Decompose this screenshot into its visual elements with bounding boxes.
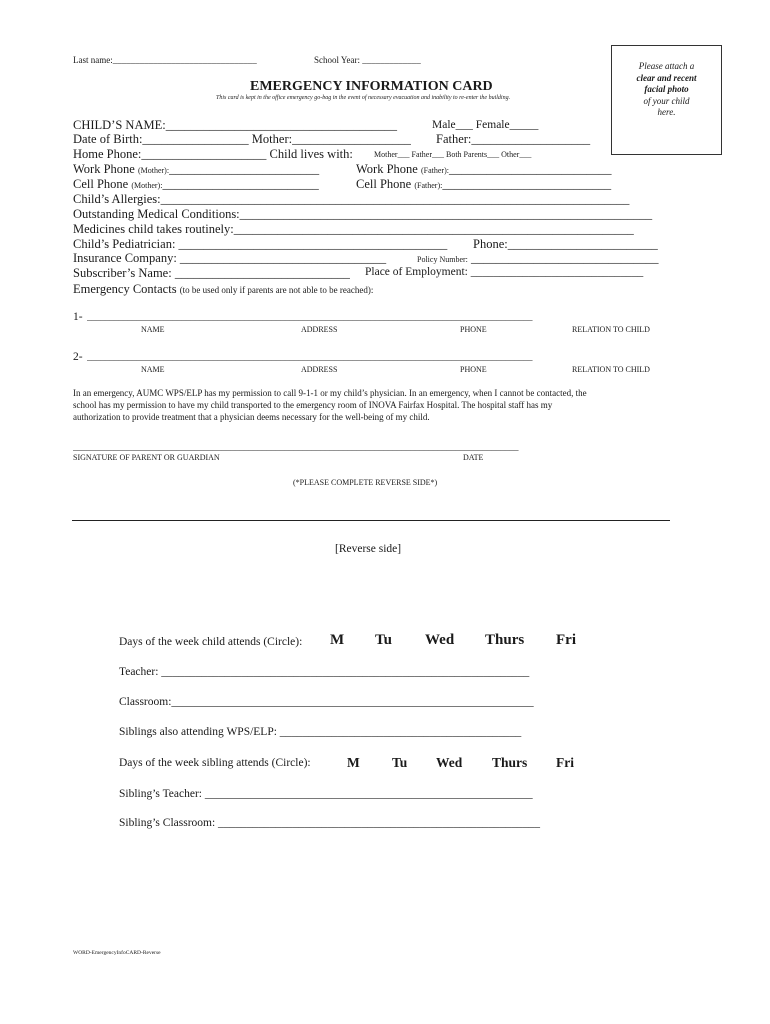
work-phone-father-field[interactable] <box>356 162 611 177</box>
permission-line2: school has my permission to have my child transported to the emergency room of INOVA Fairfax Hospital. The hospital staff has my <box>73 400 553 410</box>
photo-instruction-line3: facial photo <box>644 84 689 94</box>
day-option-wed[interactable]: Wed <box>425 632 455 648</box>
day-option-thurs[interactable]: Thurs <box>485 632 525 648</box>
siblings-field[interactable]: Siblings also attending WPS/ELP: __________________________________________ <box>119 726 522 738</box>
medicines-field[interactable]: Medicines child takes routinely:________________________________________________________________ <box>73 222 634 236</box>
sibling-days-label: Days of the week sibling attends (Circle): <box>119 757 311 769</box>
contact-2-line[interactable]: ___________________________________________________________________________________________________ <box>87 352 533 362</box>
work-phone-father-line[interactable]: __________________________ <box>448 162 612 176</box>
signature-label: SIGNATURE OF PARENT OR GUARDIAN <box>73 453 220 462</box>
work-phone-mother-field[interactable] <box>73 162 319 177</box>
pediatrician-field[interactable]: Child’s Pediatrician: ___________________________________________ <box>73 237 448 251</box>
lives-with-options[interactable]: Mother___ Father___ Both Parents___ Other___ <box>374 150 532 159</box>
contact-1-name-label: NAME <box>141 325 165 334</box>
contact-2-number: 2- <box>73 351 83 363</box>
cell-mother-line[interactable]: _________________________ <box>162 177 319 191</box>
cell-phone-label: Cell Phone <box>73 177 129 191</box>
father-field[interactable]: Father:___________________ <box>436 132 591 146</box>
emergency-contacts-label: Emergency Contacts <box>73 282 177 296</box>
contact-2-relation-label: RELATION TO CHILD <box>572 365 650 374</box>
emergency-contacts-note: (to be used only if parents are not able to be reached): <box>179 285 374 295</box>
contact-1-line[interactable]: ___________________________________________________________________________________________________ <box>87 312 533 322</box>
day-option-m[interactable]: M <box>330 632 345 648</box>
dob-mother-field[interactable]: Date of Birth:_________________ Mother:___________________ <box>73 132 411 146</box>
classroom-field[interactable]: Classroom:_______________________________________________________________ <box>119 696 534 708</box>
cell-phone-father-field[interactable] <box>356 177 611 192</box>
days-attends-label: Days of the week child attends (Circle): <box>119 636 303 648</box>
photo-attachment-box <box>611 45 722 155</box>
sibling-day-option-m[interactable]: M <box>347 755 360 770</box>
policy-label: Policy Number: <box>417 255 468 264</box>
day-option-fri[interactable]: Fri <box>556 632 576 648</box>
reverse-side-heading: [Reverse side] <box>335 543 402 555</box>
subscriber-field[interactable]: Subscriber’s Name: ____________________________ <box>73 266 350 280</box>
teacher-field[interactable]: Teacher: ________________________________________________________________ <box>119 666 530 678</box>
form-subtitle: This card is kept in the office emergency go-bag in the event of necessary evacuation and inability to re-enter the building. <box>216 95 511 101</box>
cell-father-line[interactable]: ___________________________ <box>442 177 612 191</box>
policy-line[interactable]: ______________________________ <box>471 251 659 265</box>
gender-field[interactable]: Male___ Female_____ <box>432 119 539 131</box>
contact-1-relation-label: RELATION TO CHILD <box>572 325 650 334</box>
permission-line1: In an emergency, AUMC WPS/ELP has my permission to call 9-1-1 or my child’s physician. In an emergency, when I cannot be contacted, the <box>73 388 587 398</box>
mother-tag: (Mother): <box>137 166 170 175</box>
childs-name-field[interactable]: CHILD’S NAME:_____________________________________ <box>73 118 397 132</box>
contact-2-address-label: ADDRESS <box>301 365 338 374</box>
photo-instruction-line4: of your child <box>643 95 690 106</box>
photo-instruction-line1: Please attach a <box>638 61 695 71</box>
father-tag: (Father): <box>414 181 443 190</box>
contact-1-phone-label: PHONE <box>460 325 487 334</box>
form-title: EMERGENCY INFORMATION CARD <box>250 79 493 94</box>
page-divider <box>72 520 670 521</box>
last-name-field[interactable]: Last name:________________________________ <box>73 55 257 65</box>
work-phone-label: Work Phone <box>73 162 135 176</box>
contact-1-address-label: ADDRESS <box>301 325 338 334</box>
photo-instruction-line5: here. <box>657 107 676 117</box>
home-phone-field[interactable]: Home Phone:____________________ Child lives with: <box>73 147 353 161</box>
employment-field[interactable]: Place of Employment: ______________________________ <box>365 266 644 278</box>
cell-phone-father-label: Cell Phone <box>356 177 412 191</box>
signature-line[interactable]: ___________________________________________________________________________________________________ <box>73 442 519 452</box>
medical-conditions-field[interactable]: Outstanding Medical Conditions:__________________________________________________________________ <box>73 207 653 221</box>
sibling-classroom-field[interactable]: Sibling’s Classroom: ________________________________________________________ <box>119 817 541 829</box>
reverse-side-note: (*PLEASE COMPLETE REVERSE SIDE*) <box>293 478 438 487</box>
pediatrician-phone-field[interactable]: Phone:________________________ <box>473 237 658 251</box>
permission-line3: authorization to provide treatment that a physician deems necessary for the well-being of my child. <box>73 412 430 422</box>
work-phone-mother-line[interactable]: ________________________ <box>169 162 320 176</box>
sibling-day-option-thurs[interactable]: Thurs <box>492 755 528 770</box>
day-option-tu[interactable]: Tu <box>375 632 392 648</box>
contact-1-number: 1- <box>73 311 83 323</box>
photo-instruction-line2: clear and recent <box>636 72 697 83</box>
contact-2-name-label: NAME <box>141 365 165 374</box>
emergency-contacts-heading <box>73 282 373 297</box>
allergies-field[interactable]: Child’s Allergies:___________________________________________________________________________ <box>73 192 630 206</box>
sibling-day-option-fri[interactable]: Fri <box>556 755 574 770</box>
date-label: DATE <box>463 453 484 462</box>
father-tag: (Father): <box>420 166 449 175</box>
sibling-teacher-field[interactable]: Sibling’s Teacher: _________________________________________________________ <box>119 788 533 800</box>
contact-2-phone-label: PHONE <box>460 365 487 374</box>
sibling-day-option-wed[interactable]: Wed <box>436 755 463 770</box>
mother-tag: (Mother): <box>131 181 163 190</box>
policy-number-field[interactable] <box>417 251 659 266</box>
footer-filename: WORD-EmergencyInfoCARD-Reverse <box>73 950 161 956</box>
sibling-day-option-tu[interactable]: Tu <box>392 755 408 770</box>
cell-phone-mother-field[interactable] <box>73 177 319 192</box>
insurance-field[interactable]: Insurance Company: _________________________________ <box>73 251 387 265</box>
school-year-field[interactable]: School Year: _____________ <box>314 55 421 65</box>
work-phone-father-label: Work Phone <box>356 162 418 176</box>
